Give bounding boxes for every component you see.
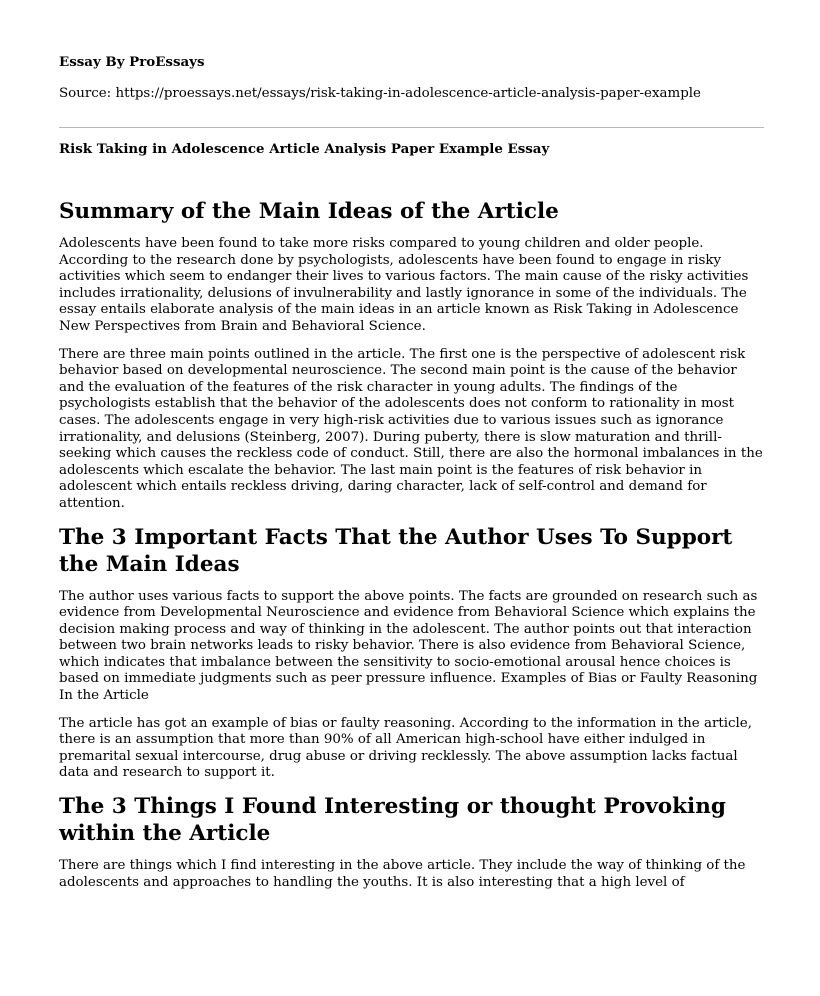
source-line: Source: https://proessays.net/essays/risk-taking-in-adolescence-article-analysis-paper-example (59, 86, 701, 101)
header-divider (59, 127, 764, 128)
section-heading: The 3 Important Facts That the Author Uses To Support the Main Ideas (59, 524, 733, 577)
essay-body (59, 198, 764, 902)
section-interesting-things (59, 793, 764, 891)
paragraph: There are three main points outlined in the article. The first one is the perspective of adolescent risk behavior based on developmental neuroscience. The second main point is the cause of the behavior and the evaluation of the features of the risk character in young adults. The findings of the psychologists establish that the behavior of the adolescents does not conform to rationality in most cases. The adolescents engage in very high-risk activities due to various issues such as ignorance irrationality, and delusions (Steinberg, 2007). During puberty, there is slow maturation and thrill-seeking which causes the reckless code of conduct. Still, there are also the hormonal imbalances in the adolescents which escalate the behavior. The last main point is the features of risk behavior in adolescent which entails reckless driving, daring character, lack of self-control and demand for attention. (59, 346, 763, 511)
section-important-facts (59, 524, 764, 783)
section-heading: Summary of the Main Ideas of the Article (59, 199, 559, 224)
paragraph: There are things which I find interesting in the above article. They include the way of thinking of the adolescents and approaches to handling the youths. It is also interesting that a high level of (59, 858, 746, 890)
paragraph: The article has got an example of bias or faulty reasoning. According to the information in the article, there is an assumption that more than 90% of all American high-school have either indulged in premarital sexual intercourse, drug abuse or driving recklessly. The above assumption lacks factual data and research to support it. (59, 715, 752, 781)
paragraph: Adolescents have been found to take more risks compared to young children and older people. According to the research done by psychologists, adolescents have been found to engage in risky activities which seem to endanger their lives to various factors. The main cause of the risky activities includes irrationality, delusions of invulnerability and lastly ignorance in some of the individuals. The essay entails elaborate analysis of the main ideas in an article known as Risk Taking in Adolescence New Perspectives from Brain and Behavioral Science. (59, 236, 749, 334)
essay-title: Risk Taking in Adolescence Article Analysis Paper Example Essay (59, 141, 550, 157)
section-heading: The 3 Things I Found Interesting or thought Provoking within the Article (59, 794, 726, 847)
publisher-label: Essay By ProEssays (59, 54, 205, 70)
section-summary (59, 198, 764, 513)
paragraph: The author uses various facts to support the above points. The facts are grounded on research such as evidence from Developmental Neuroscience and evidence from Behavioral Science which explains the decision making process and way of thinking in the adolescent. The author points out that interaction between two brain networks leads to risky behavior. There is also evidence from Behavioral Science, which indicates that imbalance between the sensitivity to socio-emotional arousal hence choices is based on immediate judgments such as peer pressure influence. Examples of Bias or Faulty Reasoning In the Article (59, 588, 758, 704)
